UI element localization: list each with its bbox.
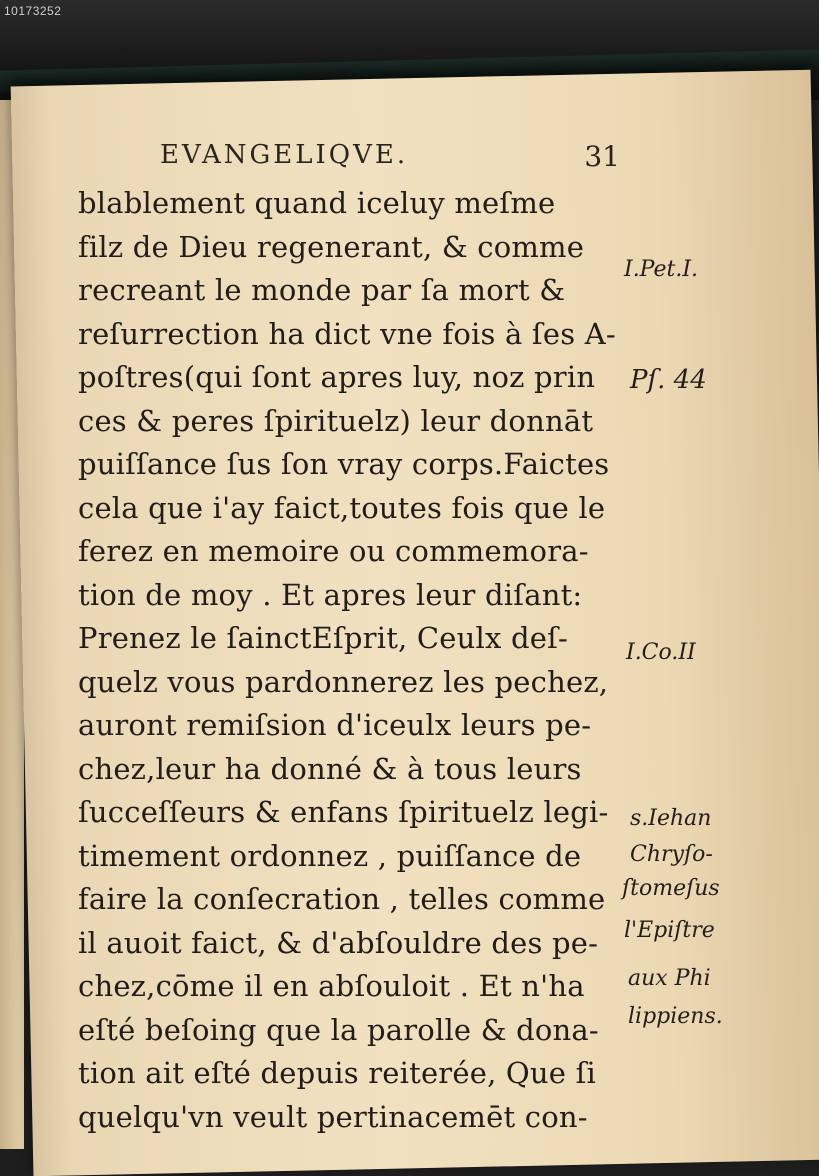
text-line: il auoit faict, & d'abſouldre des pe- <box>78 925 599 960</box>
margin-note-chrysostom-5: aux Phi <box>628 966 711 991</box>
margin-note-chrysostom-3: ſtomeſus <box>622 876 720 901</box>
body-text <box>78 182 623 1139</box>
margin-note-chrysostom-2: Chryſo- <box>630 842 713 867</box>
margin-note-chrysostom-1: s.Iehan <box>630 806 712 831</box>
text-line: auront remiſsion d'iceulx leurs pe- <box>78 708 592 742</box>
margin-note-chrysostom-6: lippiens. <box>628 1004 723 1029</box>
text-line: Prenez le ſainctEſprit, Ceulx deſ- <box>78 621 569 655</box>
text-line: filz de Dieu regenerant, & comme <box>78 229 585 264</box>
text-line: ferez en memoire ou commemora- <box>78 534 589 568</box>
text-line: tion de moy . Et apres leur diſant: <box>78 577 583 612</box>
text-line: reſurrection ha dict vne fois à ſes A- <box>78 316 616 351</box>
page-number: 31 <box>584 140 620 173</box>
text-line: tion ait eſté depuis reiterée, Que ſi <box>78 1056 596 1090</box>
text-line: chez,cōme il en abſouloit . Et n'ha <box>78 969 585 1003</box>
text-line: cela que i'ay faict,toutes fois que le <box>78 490 606 525</box>
margin-note-peter: I.Pet.I. <box>624 257 699 282</box>
text-line: ſucceſſeurs & enfans ſpirituelz legi- <box>78 795 609 829</box>
text-line: eſté beſoing que la parolle & dona- <box>78 1012 599 1047</box>
margin-note-chrysostom-4: l'Epiſtre <box>624 918 715 943</box>
text-line: poſtres(qui ſont apres luy, noz prin <box>78 360 596 394</box>
text-line: ces & peres ſpirituelz) leur donnāt <box>78 403 594 438</box>
text-line: blablement quand iceluy meſme <box>78 186 556 220</box>
margin-note-psalm: Pſ. 44 <box>630 365 707 395</box>
text-line: puiſſance ſus ſon vray corps.Faictes <box>78 447 610 481</box>
text-line: recreant le monde par ſa mort & <box>78 273 566 307</box>
text-line: faire la conſecration , telles comme <box>78 882 606 916</box>
catalog-id: 10173252 <box>4 4 62 18</box>
running-header <box>160 140 620 173</box>
text-line: timement ordonnez , puiſſance de <box>78 838 582 873</box>
text-line: quelz vous pardonnerez les pechez, <box>78 664 609 699</box>
margin-note-corinthians: I.Co.II <box>626 640 696 665</box>
text-line: quelqu'vn veult pertinacemēt con- <box>78 1099 588 1134</box>
text-line: chez,leur ha donné & à tous leurs <box>78 751 582 786</box>
running-title: EVANGELIQVE. <box>160 140 409 170</box>
